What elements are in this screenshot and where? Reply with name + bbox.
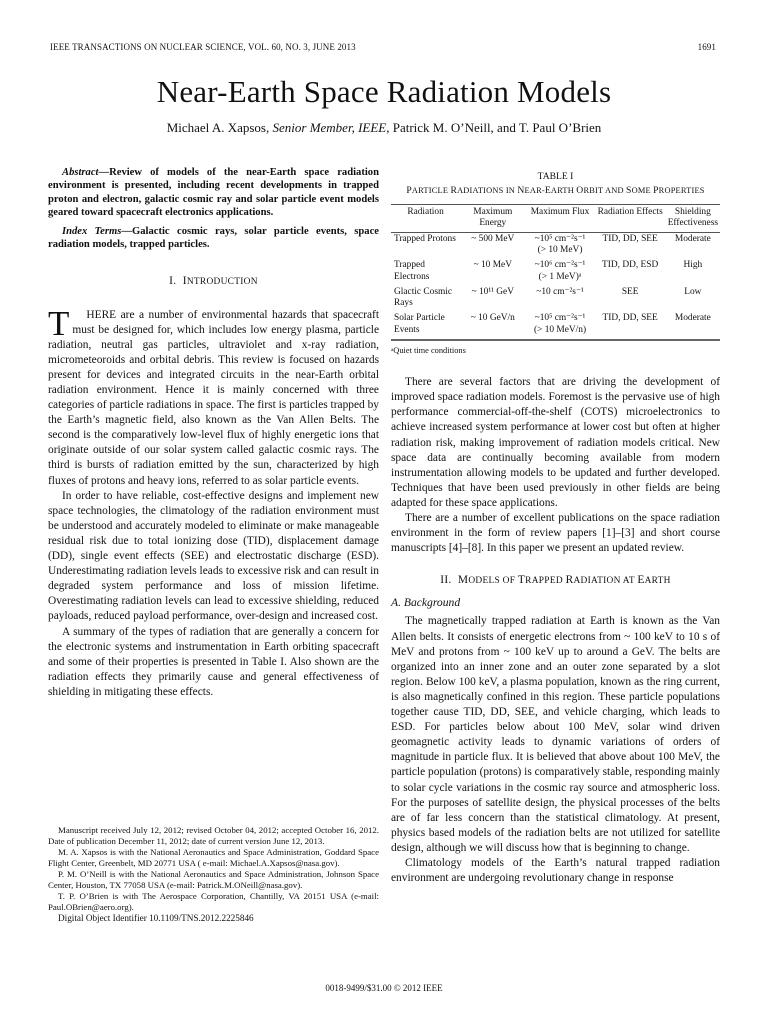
- table-caption: PARTICLE RADIATIONS IN NEAR-EARTH ORBIT AND SOME PROPERTIES: [406, 185, 705, 196]
- author-line: [0, 120, 768, 136]
- abstract: Abstract—Review of models of the near-Earth space radiation environment is presented, including recent developments in trapped proton and electron, galactic cosmic ray and solar particle event models geared toward spacecraft electronics applications.: [48, 167, 379, 219]
- other-authors: Patrick M. O’Neill, and T. Paul O’Brien: [392, 120, 602, 135]
- table-header-row: [391, 205, 720, 233]
- climatology-paragraph: Climatology models of the Earth’s natural trapped radiation environment are undergoing revolutionary change in response: [391, 856, 720, 885]
- section-heading-trapped-radiation: II. MODELS OF TRAPPED RADIATION AT EARTH: [440, 574, 671, 587]
- subsection-background: A. Background: [391, 596, 461, 610]
- abstract-label: Abstract: [62, 167, 99, 178]
- table-row: Glactic Cosmic Rays ~ 10¹¹ GeV ~10 cm⁻²s⁻¹ SEE Low: [394, 286, 702, 309]
- radiation-table: [391, 204, 720, 341]
- paper-title: Near-Earth Space Radiation Models: [156, 74, 612, 109]
- footnote-doi: Digital Object Identifier 10.1109/TNS.2012.2225846: [58, 913, 254, 923]
- footnote-author-1: M. A. Xapsos is with the National Aeronautics and Space Administration, Goddard Space Flight Center, Greenbelt, MD 20771 USA ( e-mail: Michael.A.Xapsos@nasa.gov).: [48, 847, 379, 868]
- footnotes: [48, 825, 379, 924]
- table-row: Trapped Protons ~ 500 MeV ~10⁵ cm⁻²s⁻¹ (> 10 MeV) TID, DD, SEE Moderate: [394, 233, 711, 255]
- author-1: Michael A. Xapsos,: [166, 120, 270, 135]
- author-1-role: Senior Member, IEEE,: [272, 120, 390, 135]
- table-header: Maximum Flux: [525, 205, 594, 233]
- background-paragraph: The magnetically trapped radiation at Earth is known as the Van Allen belts. It consists of energetic electrons from ~ 100 keV to 10 s of MeV and protons from ~ 100 keV up to around a GeV. The belts are organized into an inner zone and an outer zone separated by a slot region. Below 100 keV, a plasma population, known as the ring current, is also magnetically confined in this region. These particle populations together cause TID, DD, SEE, and vehicle charging, which leads to ESD. For particles below about 100 MeV, solar wind driven geomagnetic activity leads to dynamic variations of orders of magnitude in particle flux. It is believed that above about 100 MeV, the particle population (protons) is comparatively stable, responding mainly to solar cycle variations in the cosmic ray source and atmospheric loss. For the purposes of satellite design, the physical processes of the belts are of far less concern than the statistical climatology. At present, physics based models of the radiation belts are not utilized for satellite design, although we will discuss how that is beginning to change.: [391, 615, 720, 854]
- index-terms-label: Index Terms: [62, 225, 122, 237]
- right-column: [391, 171, 720, 886]
- table-header: Maximum Energy: [460, 205, 525, 233]
- index-terms: Index Terms—Galactic cosmic rays, solar particle events, space radiation models, trapped particles.: [48, 225, 379, 251]
- table-header: Radiation Effects: [595, 205, 666, 233]
- table-row: Solar Particle Events ~ 10 GeV/n ~10⁵ cm⁻²s⁻¹ (> 10 MeV/n) TID, DD, SEE Moderate: [391, 312, 720, 340]
- table-row: Trapped Electrons ~ 10 MeV ~10⁶ cm⁻²s⁻¹ (> 1 MeV)ᵃ TID, DD, ESD High: [394, 260, 703, 282]
- running-header: [50, 42, 716, 52]
- page-number: 1691: [697, 42, 716, 52]
- left-column: [48, 166, 379, 700]
- footnote-manuscript: Manuscript received July 12, 2012; revised October 04, 2012; accepted October 16, 2012. Date of publication December 11, 2012; date of current version June 12, 2013.: [48, 825, 379, 846]
- table-header: Radiation: [391, 205, 460, 233]
- journal-name: IEEE TRANSACTIONS ON NUCLEAR SCIENCE, VOL. 60, NO. 3, JUNE 2013: [50, 42, 356, 52]
- drop-cap: T: [48, 303, 70, 343]
- intro-paragraph-1: T HERE are a number of environmental hazards that spacecraft must be designed for, which includes low energy plasma, particle radiation, neutral gas particles, ultraviolet and x-ray radiation, micrometeoroids and orbital debris. This review is focused on hazards present for devices and integrated circuits in the near-Earth orbital radiation environment. Hence it is mainly concerned with three categories of particle radiations in space. The first is particles trapped by the Earth’s magnetic field, also known as the Van Allen Belts. The second is the comparatively low-level flux of highly energetic ions that originate outside of our solar system called galactic cosmic rays. The third is bursts of radiation emitted by the sun, characterized by high fluxes of protons and heavy ions, referred to as solar particle events.: [48, 308, 379, 489]
- footnote-author-2: P. M. O’Neill is with the National Aeronautics and Space Administration, Johnson Space Center, Houston, TX 77058 USA (e-mail: Patrick.M.ONeill@nasa.gov).: [48, 869, 379, 890]
- table-1: [391, 171, 720, 358]
- copyright-footer: 0018-9499/$31.00 © 2012 IEEE: [325, 983, 443, 993]
- table-header: Shielding Effectiveness: [666, 205, 720, 233]
- intro-paragraph-3: A summary of the types of radiation that are generally a concern for the electronic systems and instrumentation in Earth orbiting spacecraft and some of their properties is presented in Table I. Also shown are the radiation effects they primarily cause and general effectiveness of shielding in mitigating these effects.: [48, 625, 379, 698]
- footnote-author-3: T. P. O’Brien is with The Aerospace Corporation, Chantilly, VA 20151 USA (e-mail: Paul.OBrien@aero.org).: [48, 891, 379, 912]
- intro-paragraph-2: In order to have reliable, cost-effective designs and implement new space technologies, the climatology of the radiation environment must be understood and accurately modeled to eliminate or make manageable residual risk due to total ionizing dose (TID), displacement damage (DD), single event effects (SEE) and electrostatic discharge (ESD). Underestimating radiation levels leads to excessive risk and can result in degraded system performance and loss of mission lifetime. Overestimating radiation levels can lead to excessive shielding, reduced payloads, reduced payload performance, over-design and increased cost.: [48, 489, 379, 623]
- right-paragraph-1: There are several factors that are driving the development of improved space radiation models. Foremost is the pervasive use of high performance commercial-off-the-shelf (COTS) microelectronics to achieve increased system performance at lower cost but often at higher radiation risk, making improvement of radiation models critical. New space data are continually becoming available from modern instrumentation allowing models to be updated and further developed. Techniques that have been used previously in other fields are being adapted for these space applications.: [391, 376, 720, 509]
- section-heading-introduction: I. INTRODUCTION: [169, 275, 258, 288]
- table-label: TABLE I: [537, 171, 574, 182]
- right-paragraph-2: There are a number of excellent publications on the space radiation environment in the form of review papers [1]–[3] and short course manuscripts [4]–[8]. In this paper we present an updated review.: [391, 512, 720, 555]
- table-footnote: ᵃQuiet time conditions: [391, 346, 466, 356]
